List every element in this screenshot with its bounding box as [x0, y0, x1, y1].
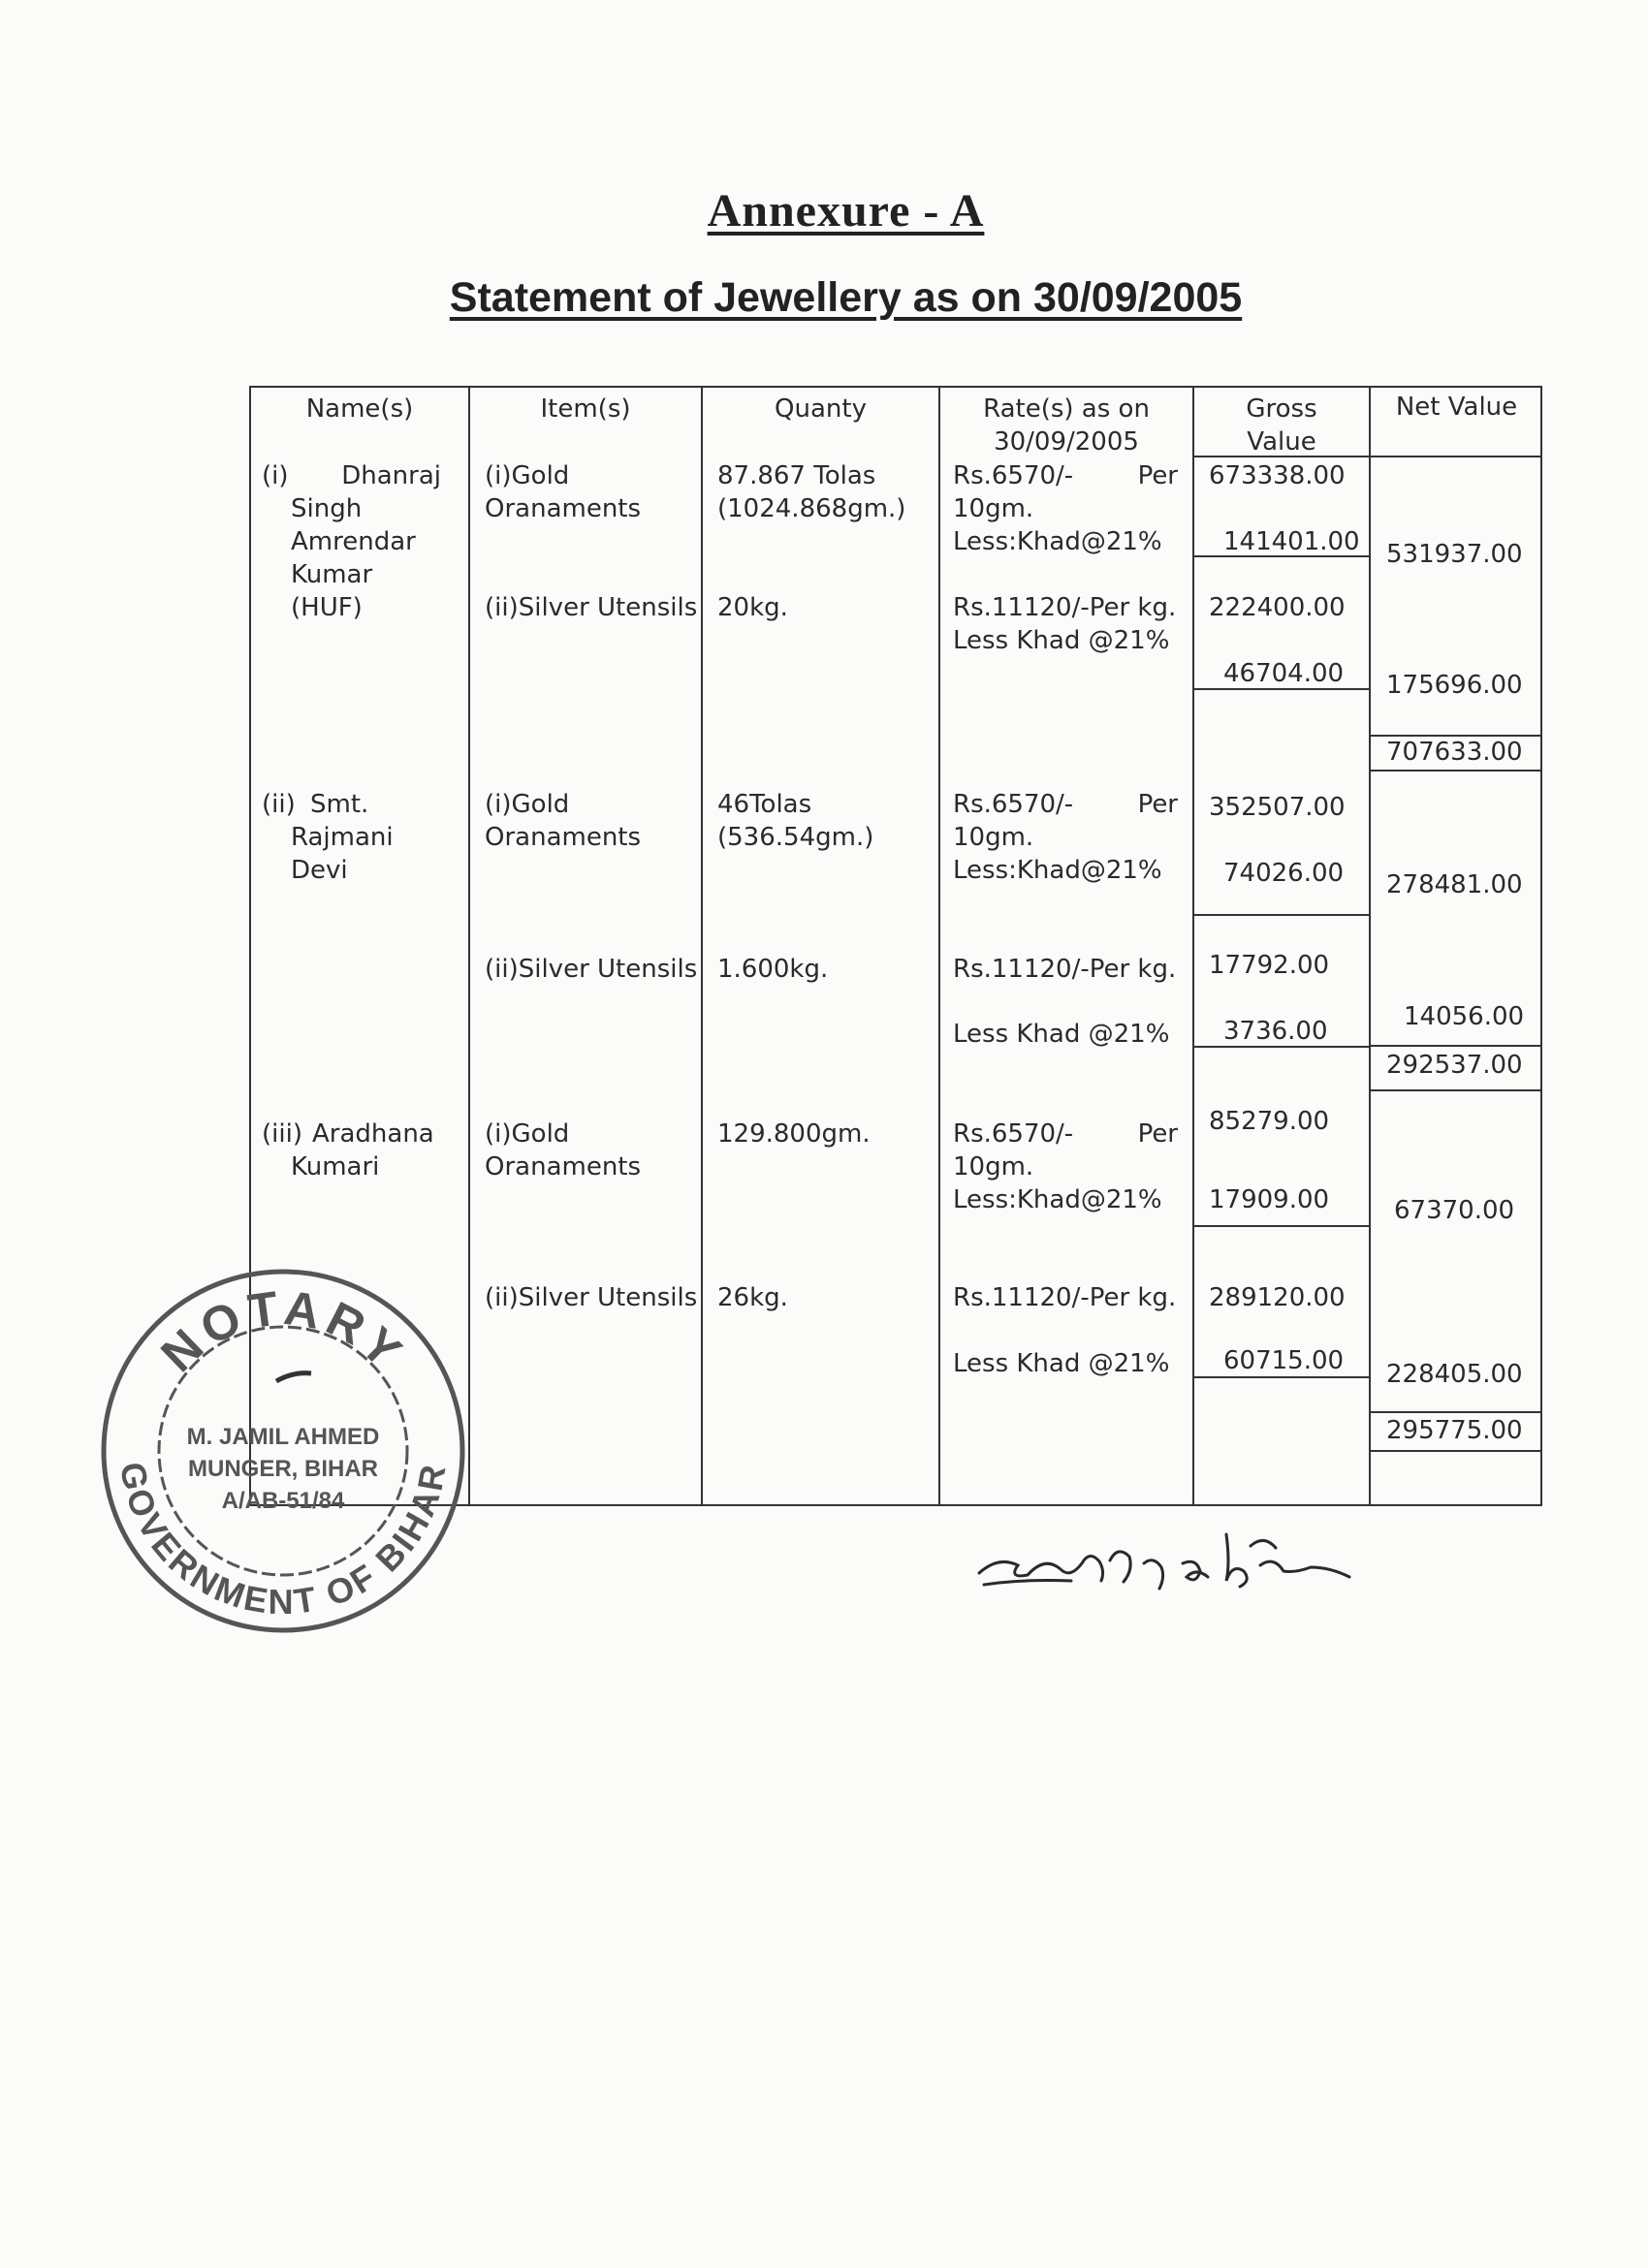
total-rule	[1370, 1450, 1542, 1452]
person-name-line: Kumar	[291, 560, 373, 589]
rate-gold: Rs.6570/- Per	[953, 1119, 1178, 1149]
rate-khad: Less:Khad@21%	[953, 1185, 1162, 1214]
person-name-line: (HUF)	[291, 593, 363, 622]
item-gold: Oranaments	[485, 823, 642, 852]
person-name-line: Kumari	[291, 1152, 380, 1181]
person-total: 292537.00	[1386, 1051, 1523, 1080]
quantity-gold: 129.800gm.	[717, 1119, 871, 1149]
person-name-line: Aradhana	[312, 1119, 434, 1149]
net-value: 278481.00	[1386, 870, 1523, 899]
rate-gold: 10gm.	[953, 1152, 1034, 1181]
column-divider	[701, 386, 703, 1506]
rate-khad: Less:Khad@21%	[953, 527, 1162, 556]
quantity-gold: (536.54gm.)	[717, 823, 874, 852]
net-value: 67370.00	[1394, 1196, 1515, 1225]
quantity-gold: 87.867 Tolas	[717, 461, 876, 490]
khad-deduction: 17909.00	[1209, 1185, 1330, 1214]
rate-khad: Less Khad @21%	[953, 1020, 1170, 1049]
gross-value: 352507.00	[1209, 793, 1346, 822]
rate-khad: Less Khad @21%	[953, 1349, 1170, 1378]
subtotal-rule	[1193, 1225, 1370, 1227]
header-quantity: Quanty	[775, 394, 867, 424]
person-name-line: Amrendar	[291, 527, 416, 556]
header-rate-line2: 30/09/2005	[994, 427, 1139, 457]
signature	[974, 1507, 1362, 1623]
notary-stamp	[97, 1265, 470, 1638]
item-silver: (ii)Silver Utensils	[485, 593, 698, 622]
column-divider	[1369, 386, 1371, 1506]
person-name-line: Dhanraj	[341, 461, 441, 490]
quantity-silver: 1.600kg.	[717, 955, 829, 984]
item-gold: (i)Gold	[485, 1119, 570, 1149]
header-rate-line1: Rate(s) as on	[983, 394, 1150, 424]
stamp-top-text: NOTARY	[150, 1279, 416, 1383]
stamp-bottom-text: GOVERNMENT OF BIHAR	[112, 1459, 454, 1622]
khad-deduction: 74026.00	[1223, 859, 1345, 888]
net-value: 531937.00	[1386, 540, 1523, 569]
rate-gold: Rs.6570/- Per	[953, 790, 1178, 819]
gross-value: 17792.00	[1209, 951, 1330, 980]
rate-khad: Less:Khad@21%	[953, 856, 1162, 885]
header-gross-line2: Value	[1247, 427, 1316, 457]
quantity-silver: 26kg.	[717, 1283, 788, 1312]
total-rule	[1370, 1045, 1542, 1047]
net-value: 14056.00	[1404, 1002, 1525, 1031]
header-gross-line1: Gross	[1246, 394, 1317, 424]
gross-value: 289120.00	[1209, 1283, 1346, 1312]
person-name-line: Devi	[291, 856, 348, 885]
stamp-line1: M. JAMIL AHMED	[186, 1424, 380, 1450]
rate-gold: 10gm.	[953, 823, 1034, 852]
quantity-gold: (1024.868gm.)	[717, 494, 906, 523]
total-rule	[1370, 1089, 1542, 1091]
item-silver: (ii)Silver Utensils	[485, 955, 698, 984]
person-name-line: Rajmani	[291, 823, 394, 852]
person-total: 707633.00	[1386, 738, 1523, 767]
khad-deduction: 141401.00	[1223, 527, 1360, 556]
person-number: (iii)	[262, 1119, 302, 1149]
rate-silver: Rs.11120/-Per kg.	[953, 1283, 1177, 1312]
gross-value: 673338.00	[1209, 461, 1346, 490]
rate-silver: Rs.11120/-Per kg.	[953, 593, 1177, 622]
khad-deduction: 46704.00	[1223, 659, 1345, 688]
column-divider	[938, 386, 940, 1506]
item-gold: Oranaments	[485, 494, 642, 523]
stamp-line2: MUNGER, BIHAR	[188, 1456, 378, 1482]
rate-khad: Less Khad @21%	[953, 626, 1170, 655]
person-number: (i)	[262, 461, 289, 490]
document-subtitle: Statement of Jewellery as on 30/09/2005	[449, 274, 1243, 321]
header-net-value: Net Value	[1395, 393, 1518, 422]
stamp-line3: A/AB-51/84	[221, 1488, 345, 1514]
header-names: Name(s)	[305, 394, 414, 424]
total-rule	[1370, 770, 1542, 772]
subtotal-rule	[1193, 914, 1370, 916]
net-value: 228405.00	[1386, 1360, 1523, 1389]
gross-value: 85279.00	[1209, 1107, 1330, 1136]
rate-gold: Rs.6570/- Per	[953, 461, 1178, 490]
person-name-line: Smt.	[310, 790, 369, 819]
stamp-tick-mark	[276, 1373, 311, 1381]
header-items: Item(s)	[540, 394, 631, 424]
item-gold: (i)Gold	[485, 461, 570, 490]
khad-deduction: 60715.00	[1223, 1346, 1345, 1375]
net-value: 175696.00	[1386, 671, 1523, 700]
item-gold: Oranaments	[485, 1152, 642, 1181]
gross-value: 222400.00	[1209, 593, 1346, 622]
item-gold: (i)Gold	[485, 790, 570, 819]
khad-deduction: 3736.00	[1223, 1017, 1328, 1046]
person-number: (ii)	[262, 790, 296, 819]
total-rule	[1370, 1411, 1542, 1413]
person-name-line: Singh	[291, 494, 363, 523]
quantity-silver: 20kg.	[717, 593, 788, 622]
document-title: Annexure - A	[707, 185, 985, 236]
item-silver: (ii)Silver Utensils	[485, 1283, 698, 1312]
rate-gold: 10gm.	[953, 494, 1034, 523]
column-divider	[1192, 386, 1194, 1506]
rate-silver: Rs.11120/-Per kg.	[953, 955, 1177, 984]
quantity-gold: 46Tolas	[717, 790, 812, 819]
person-total: 295775.00	[1386, 1416, 1523, 1445]
